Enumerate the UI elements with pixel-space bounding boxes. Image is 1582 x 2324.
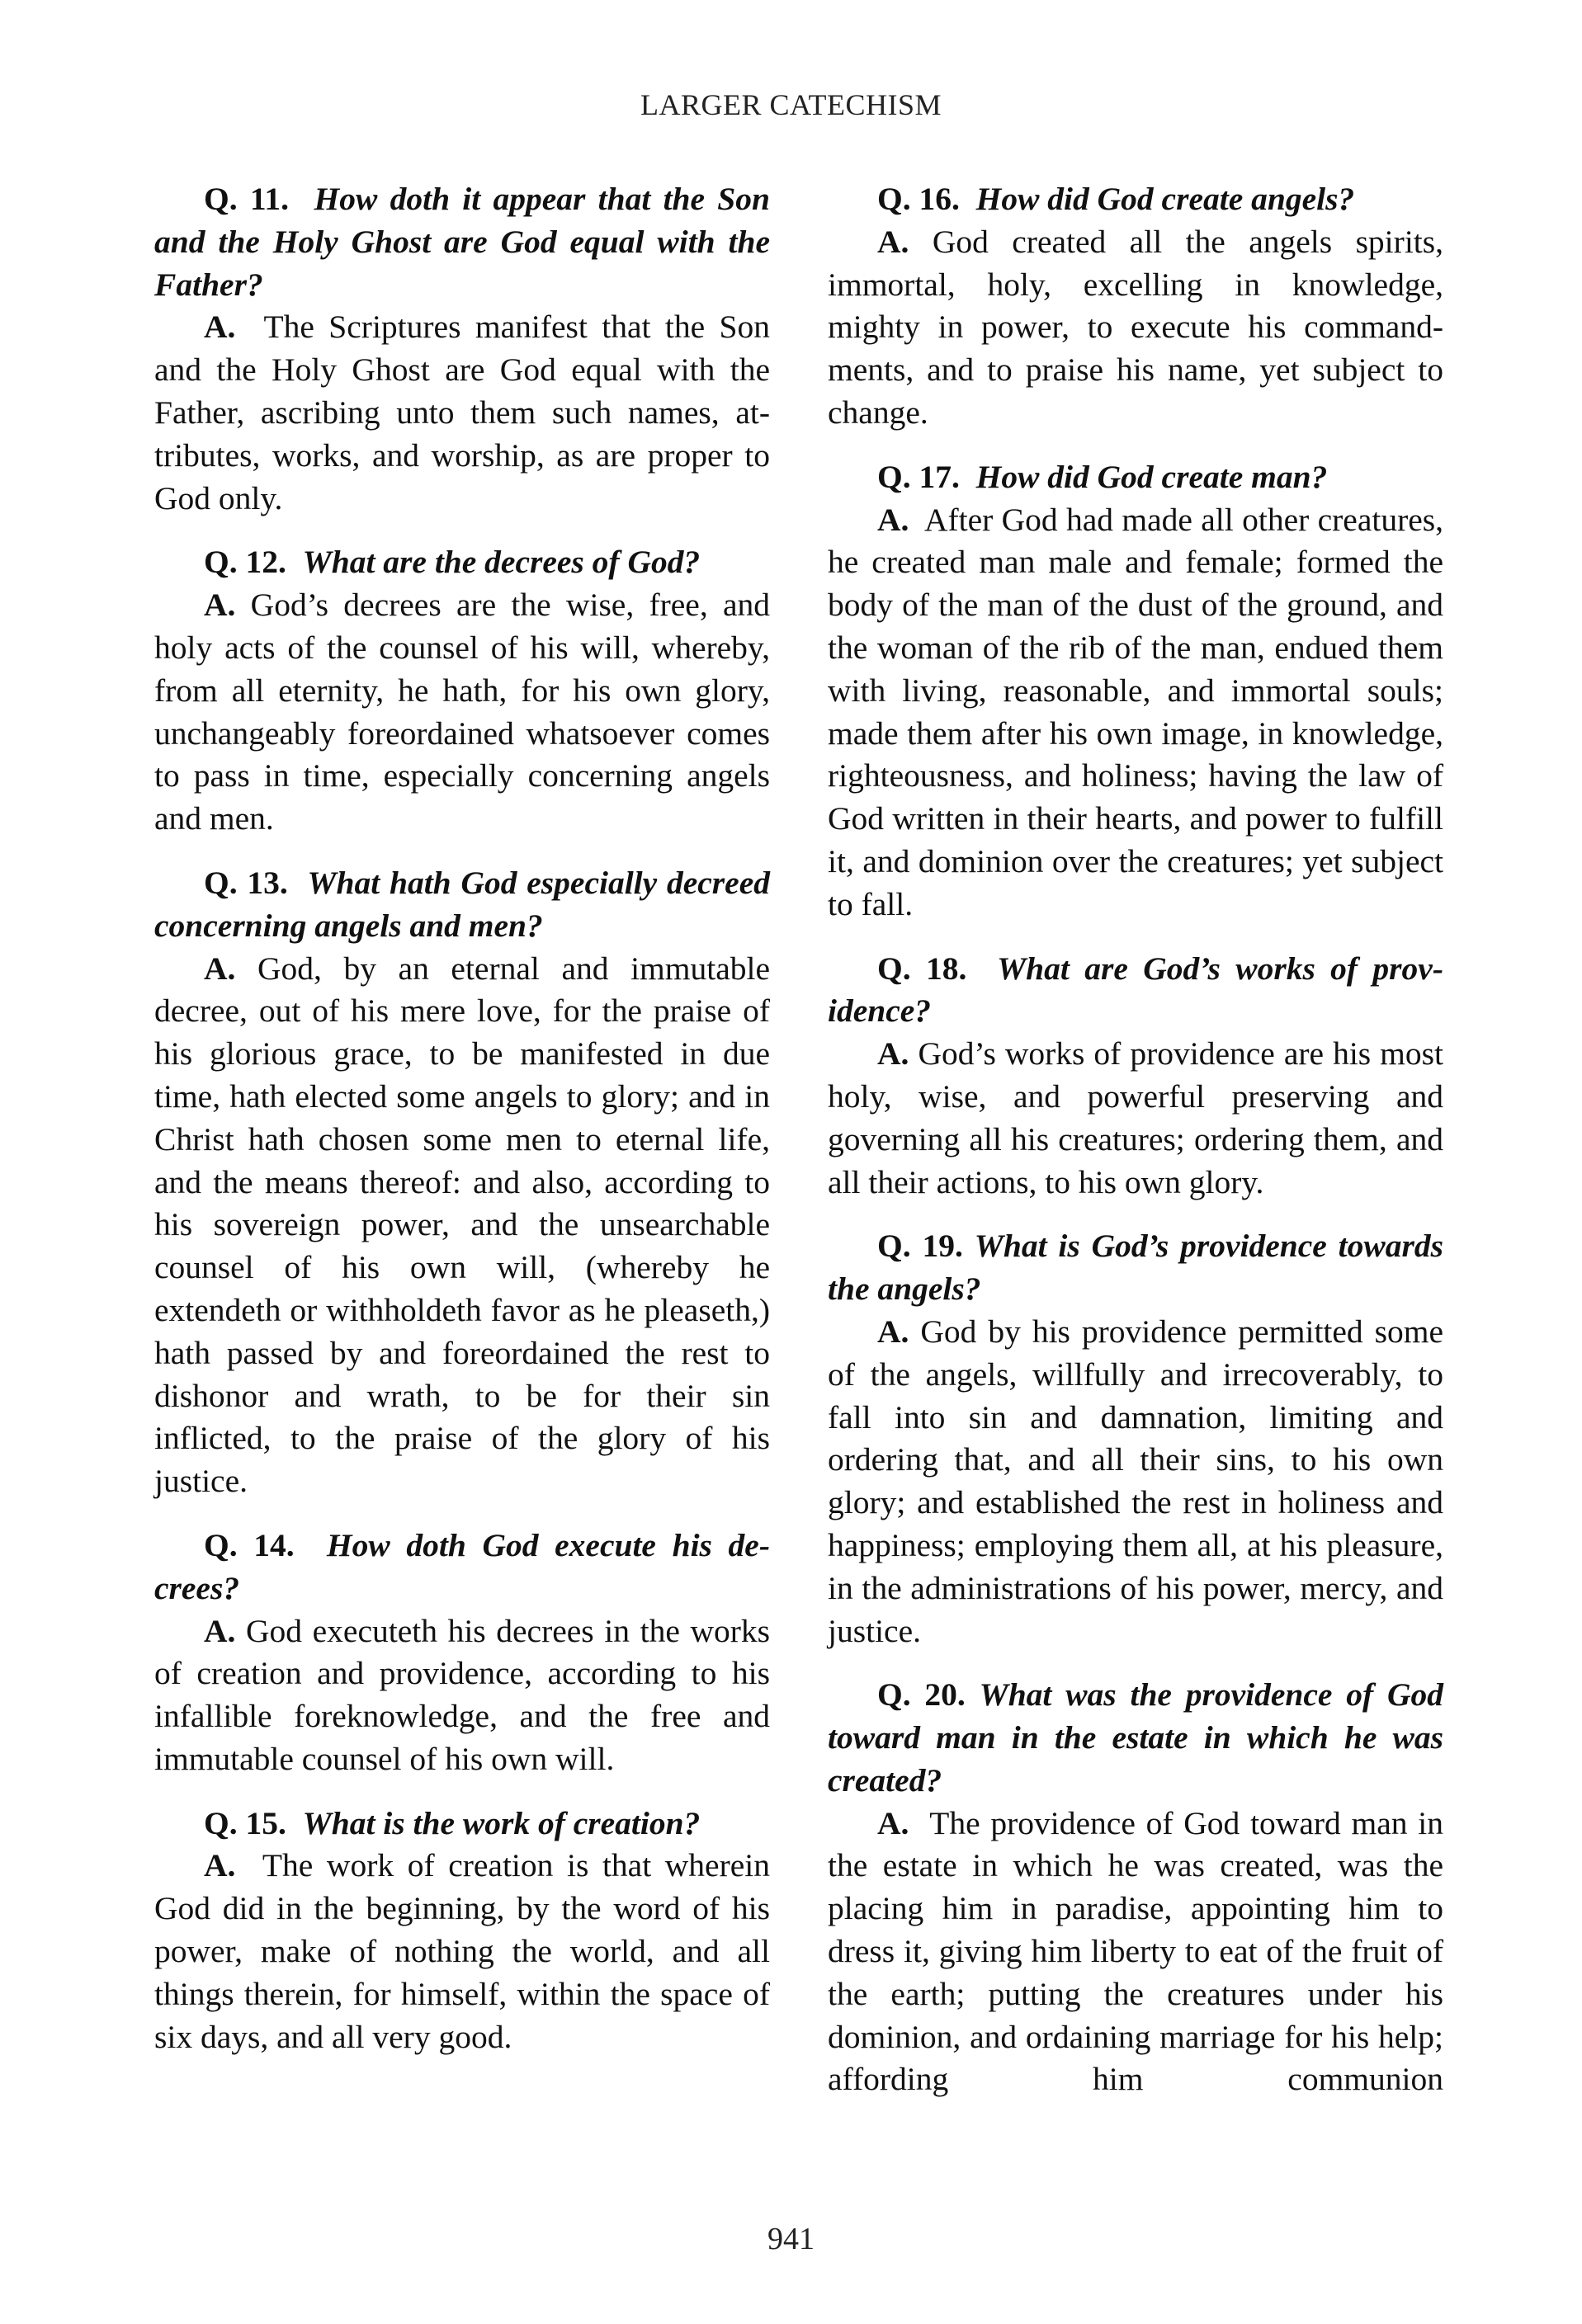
question-number: Q. 18. <box>877 950 967 987</box>
question <box>828 1225 1443 1311</box>
catechism-entry-q15 <box>154 1803 770 2059</box>
question-number: Q. 15. <box>204 1804 286 1841</box>
answer-label: A. <box>877 501 909 538</box>
answer-label: A. <box>204 950 236 987</box>
catechism-entry-q13 <box>154 862 770 1503</box>
answer-label: A. <box>877 223 909 260</box>
question-text: How doth it appear that the Son and the Holy Ghost are God equal with the Father? <box>154 181 770 303</box>
question-number: Q. 11. <box>204 181 290 217</box>
question-text: What are God’s works of providence? <box>828 950 1443 1030</box>
answer <box>828 1803 1443 2102</box>
page-number: 941 <box>767 2222 815 2256</box>
question-text: What is the work of creation? <box>302 1804 701 1841</box>
question-number: Q. 20. <box>877 1676 966 1714</box>
question-text: What hath God especially decreed concerning angels and men? <box>154 864 770 944</box>
answer <box>828 1311 1443 1652</box>
catechism-entry-q19 <box>828 1225 1443 1652</box>
answer-label: A. <box>204 587 236 624</box>
running-head: LARGER CATECHISM <box>640 88 942 121</box>
answer-text: God created all the angels spirits, immortal, holy, excelling in knowledge, mighty in power, to execute his commandments, and to praise his name, yet subject to change. <box>828 223 1444 431</box>
answer <box>828 1033 1443 1204</box>
answer <box>154 584 770 841</box>
question <box>828 178 1443 221</box>
question <box>828 456 1443 499</box>
catechism-entry-q12 <box>154 541 770 841</box>
catechism-entry-q18 <box>828 948 1443 1204</box>
answer <box>154 1610 770 1781</box>
answer-text: God’s decrees are the wise, free, and holy acts of the counsel of his will, whereby, from all eternity, he hath, for his own glory, unchangeably foreordained whatsoever comes to pass in time, especially concerning angels and men. <box>154 587 771 837</box>
answer-text: God by his providence permitted some of the angels, willfully and irrecoverably, to fall into sin and damnation, limiting and ordering that, and all their sins, to his own glory; and established the rest in holiness and happiness; employing them all, at his pleasure, in the administrations of his power, mercy, and justice. <box>828 1313 1444 1649</box>
answer-label: A. <box>877 1035 909 1072</box>
answer-text: God executeth his decrees in the works of creation and providence, according to his infallible foreknowledge, and the free and immutable counsel of his own will. <box>154 1612 771 1777</box>
answer <box>828 221 1443 435</box>
question <box>154 178 770 306</box>
question-number: Q. 13. <box>204 864 288 901</box>
question <box>154 1525 770 1610</box>
question-number: Q. 19. <box>877 1228 963 1265</box>
answer-text: The Scriptures manifest that the Son and the Holy Ghost are God equal with the Father, ascribing unto them such names, attributes, works, and worship, as are proper to God only. <box>154 309 770 516</box>
answer <box>828 499 1443 926</box>
answer-label: A. <box>204 1847 236 1884</box>
catechism-entry-q11 <box>154 178 770 520</box>
answer-label: A. <box>204 309 236 346</box>
catechism-entry-q14 <box>154 1525 770 1781</box>
question <box>828 948 1443 1034</box>
answer-text: God’s works of providence are his most holy, wise, and powerful preserving and governing all his creatures; ordering them, and all their actions, to his own glory. <box>828 1035 1444 1200</box>
question-number: Q. 17. <box>877 458 960 495</box>
question-text: How doth God execute his decrees? <box>154 1526 770 1606</box>
catechism-entry-q16 <box>828 178 1443 435</box>
question <box>154 862 770 948</box>
answer-text: God, by an eternal and immutable decree, out of his mere love, for the praise of his glorious grace, to be manifested in due time, hath elected some angels to glory; and in Christ hath chosen some men to eternal life, and the means thereof: and also, according to his sovereign power, and the unsearchable counsel of his own will, (whereby he extendeth or withholdeth favor as he pleaseth,) hath passed by and foreordained the rest to dishonor and wrath, to be for their sin inflicted, to the praise of the glory of his justice. <box>154 950 771 1500</box>
answer-label: A. <box>204 1612 236 1649</box>
question-text: What is God’s providence towards the angels? <box>828 1228 1443 1308</box>
answer-text: After God had made all other creatures, he created man male and female; formed the body of the man of the dust of the ground, and the woman of the rib of the man, endued them with living, reasonable, and immortal souls; made them after his own image, in knowledge, righteousness, and holiness; having the law of God written in their hearts, and power to fulfill it, and dominion over the creatures; yet subject to fall. <box>828 501 1444 922</box>
left-column <box>154 178 770 2080</box>
question-text: What are the decrees of God? <box>302 544 701 581</box>
question <box>828 1674 1443 1802</box>
answer <box>154 1845 770 2058</box>
answer-label: A. <box>877 1804 909 1841</box>
answer <box>154 948 770 1503</box>
right-column <box>828 178 1443 2123</box>
question-text: What was the providence of God toward man in the estate in which he was created? <box>828 1676 1443 1798</box>
answer-text: The providence of God toward man in the estate in which he was created, was the placing him in paradise, appointing him to dress it, giving him liberty to eat of the fruit of the earth; putting the creatures under his dominion, and ordaining marriage for his help; affording him communion <box>828 1804 1443 2098</box>
question <box>154 541 770 584</box>
catechism-entry-q17 <box>828 456 1443 926</box>
question-text: How did God create man? <box>975 458 1328 495</box>
question-text: How did God create angels? <box>975 181 1355 217</box>
question-number: Q. 14. <box>204 1526 295 1563</box>
question-number: Q. 12. <box>204 544 286 581</box>
question-number: Q. 16. <box>877 181 960 217</box>
answer-label: A. <box>877 1313 909 1350</box>
catechism-entry-q20 <box>828 1674 1443 2101</box>
question <box>154 1803 770 1846</box>
answer-text: The work of creation is that wherein God did in the beginning, by the word of his power, make of nothing the world, and all things therein, for himself, within the space of six days, and all very good. <box>154 1847 770 2055</box>
answer <box>154 306 770 520</box>
